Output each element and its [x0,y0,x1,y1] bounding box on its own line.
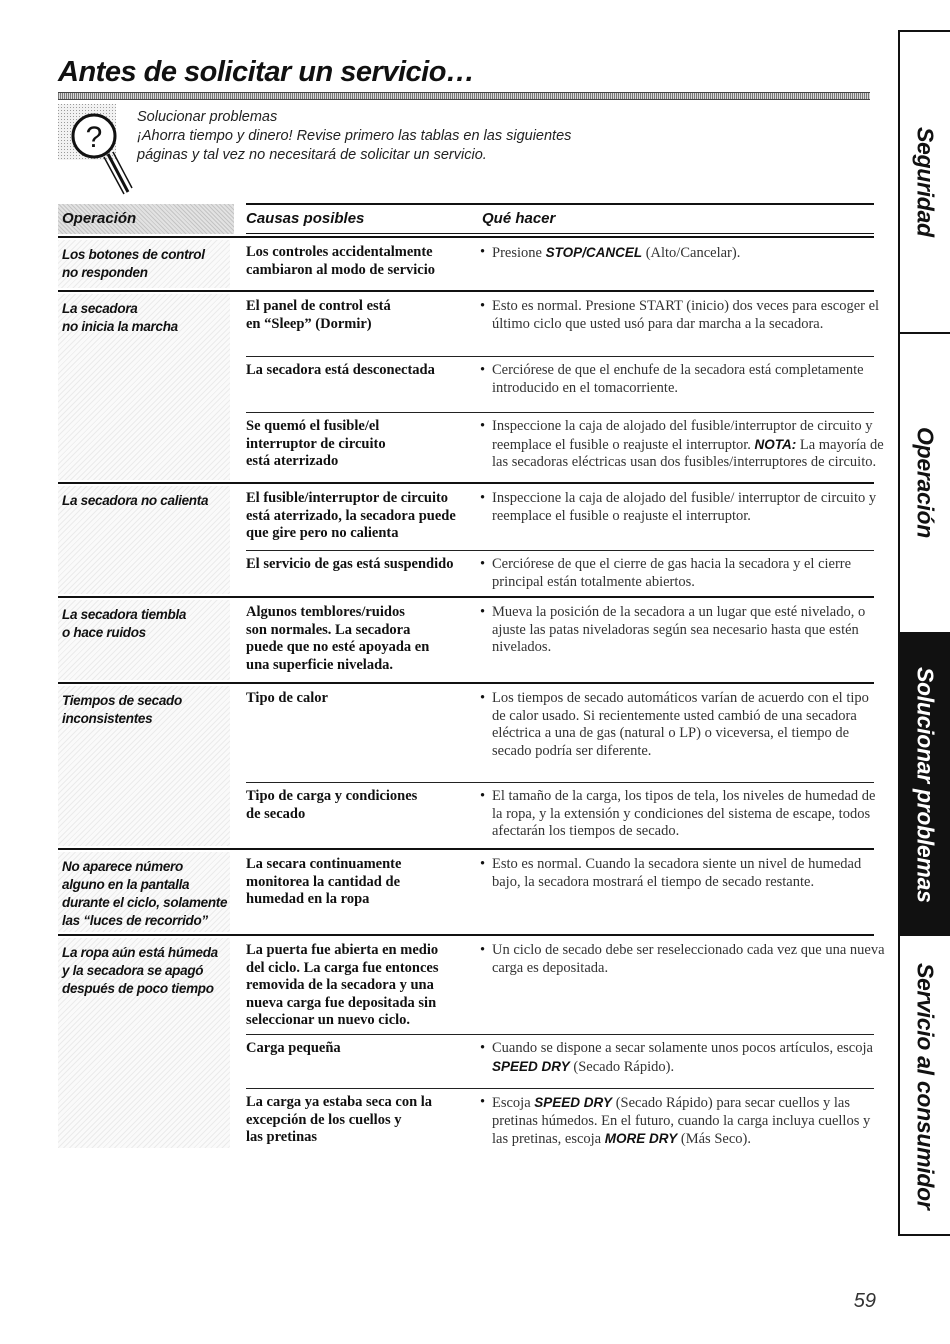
what-to-do [480,244,886,263]
what-to-do [480,604,886,657]
cause-line: está aterrizado [246,453,339,469]
problem-title [62,492,238,510]
button-name: STOP/CANCEL [545,245,643,260]
what-to-do [480,556,886,591]
possible-cause [246,298,474,333]
problem-section [58,236,874,290]
section-rule [58,482,874,484]
problem-title [62,606,238,642]
possible-cause [246,604,474,674]
cause-line: del ciclo. La carga fue entonces [246,959,439,976]
problem-line: inconsistentes [62,711,153,726]
cause-line: La puerta fue abierta en medio [246,942,439,958]
problem-title [62,246,238,282]
button-name: NOTA: [754,436,797,452]
problem-section [58,848,874,934]
problem-section [58,682,874,848]
side-tab-label: Solucionar problemas [912,667,939,903]
cause-line: interruptor de circuito [246,435,386,452]
intro-line: ¡Ahorra tiempo y dinero! Revise primero las tablas en las siguientes [137,128,572,144]
problem-line: La ropa aún está húmeda [62,945,218,960]
problem-line: o hace ruidos [62,625,146,640]
fix-text: La mayoría de las secadoras eléctricas usan dos fusibles/interruptores de circuito. [492,436,884,470]
question-magnifier-icon [58,104,138,196]
cause-line: La carga ya estaba seca con la [246,1094,433,1110]
what-to-do [480,1040,886,1076]
button-name: MORE DRY [604,1131,678,1146]
section-rule [58,290,874,292]
fix-text: Presione [492,245,546,261]
fix-text: Un ciclo de secado debe ser reseleccionado cada vez que una nueva carga es depositada. [492,942,885,976]
possible-cause [246,556,474,574]
fix-text: Cerciórese de que el cierre de gas hacia la secadora y el cierre principal están totalmente abiertos. [492,556,852,590]
problem-section [58,596,874,682]
cause-line: Se quemó el fusible/el [246,418,380,434]
cause-line: El panel de control está [246,298,391,314]
what-to-do [480,418,886,472]
cause-line: una superficie nivelada. [246,656,394,673]
possible-cause [246,490,474,543]
side-tab-label: Operación [912,427,939,539]
side-tab-solucionar-problemas[interactable] [900,634,950,936]
column-header-causes: Causas posibles [246,210,365,227]
possible-cause [246,788,474,823]
what-to-do [480,362,886,397]
problem-line: Los botones de control [62,247,205,262]
cause-line: Tipo de carga y condiciones [246,788,418,804]
what-to-do [480,856,886,891]
problem-title [62,692,238,728]
problem-line: La secadora tiembla [62,607,187,622]
cause-line: excepción de los cuellos y [246,1111,402,1128]
cause-line: Los controles accidentalmente [246,244,433,260]
possible-cause [246,418,474,471]
problem-line: no responden [62,265,148,280]
fix-text: Esto es normal. Cuando la secadora siente un nivel de humedad bajo, la secadora mostrará el tiempo de secado restante. [492,856,862,890]
problem-line: las “luces de recorrido” [62,913,208,928]
cause-line: está aterrizado, la secadora puede [246,507,456,524]
cause-line: las pretinas [246,1129,318,1145]
button-name: SPEED DRY [492,1058,570,1074]
problem-title [62,300,238,336]
fix-text: Escoja [492,1095,535,1111]
title-underline [58,92,870,100]
cause-line: en “Sleep” (Dormir) [246,315,372,332]
problem-section [58,934,885,1150]
svg-text:?: ? [85,121,103,154]
possible-cause [246,244,474,279]
intro-line: páginas y tal vez no necesitará de solicitar un servicio. [137,147,487,163]
intro-line: Solucionar problemas [137,109,278,125]
possible-cause [246,856,474,909]
cause-line: El fusible/interruptor de circuito [246,490,449,506]
what-to-do [480,490,886,525]
fix-text: Cuando se dispone a secar solamente unos pocos artículos, escoja [492,1040,873,1056]
cause-rule [246,782,874,783]
fix-text: Esto es normal. Presione START (inicio) dos veces para escoger el último ciclo que usted usó para dar marcha a la secadora. [492,298,880,332]
what-to-do [480,942,886,977]
cause-line: monitorea la cantidad de [246,873,400,890]
possible-cause [246,1040,474,1058]
fix-text: Inspeccione la caja de alojado del fusible/interruptor de circuito y reemplace el fusible o reajuste el interruptor. [492,418,873,453]
cause-line: La secadora está desconectada [246,362,435,378]
section-rule [58,596,874,598]
possible-cause [246,1094,474,1147]
problem-line: y la secadora se apagó [62,963,204,978]
page-title: Antes de solicitar un servicio… [58,56,475,88]
cause-line: removida de la secadora y una [246,977,434,993]
side-tab-servicio-al-consumidor[interactable] [900,936,950,1236]
cause-line: son normales. La secadora [246,621,411,638]
button-name: SPEED DRY [534,1095,613,1110]
cause-line: seleccionar un nuevo ciclo. [246,1012,411,1028]
fix-text: (Secado Rápido). [569,1058,675,1075]
fix-text: (Más Seco). [677,1131,751,1147]
side-tab-label: Seguridad [912,127,939,237]
problem-section [58,482,877,596]
cause-line: cambiaron al modo de servicio [246,261,436,278]
problem-line: La secadora [62,301,138,316]
fix-text: (Alto/Cancelar). [642,245,741,261]
section-rule [58,682,874,684]
column-header-action: Qué hacer [482,210,556,227]
problem-line: La secadora no calienta [62,493,209,508]
problem-title [62,858,238,930]
cause-rule [246,1088,874,1089]
section-rule [58,848,874,850]
cause-rule [246,1034,874,1035]
cause-line: Carga pequeña [246,1040,341,1056]
problem-line: no inicia la marcha [62,319,178,334]
cause-line: Tipo de calor [246,690,328,706]
side-tab-seguridad[interactable] [900,32,950,334]
cause-line: El servicio de gas está suspendido [246,556,454,572]
fix-text: Los tiempos de secado automáticos varían de acuerdo con el tipo de calor usado. Si recientemente usted cambió de una secadora eléctrica a una de gas (natural o LP) o viceversa, el tiempo de secado podría ser diferente. [492,690,869,759]
fix-text: Mueva la posición de la secadora a un lugar que esté nivelado, o ajuste las patas niveladoras según sea necesario hasta que estén nivelados. [492,604,866,655]
cause-line: Algunos temblores/ruidos [246,604,405,620]
cause-line: nueva carga fue depositada sin [246,994,437,1011]
what-to-do [480,788,886,841]
problem-title [62,944,238,998]
problem-line: No aparece número [62,859,183,874]
cause-line: de secado [246,805,306,822]
problem-line: Tiempos de secado [62,693,182,708]
problem-line: alguno en la pantalla [62,877,190,892]
intro-text [137,108,637,165]
cause-line: puede que no esté apoyada en [246,639,430,655]
cause-rule [246,412,874,413]
problem-line: después de poco tiempo [62,981,214,996]
cause-line: humedad en la ropa [246,891,370,907]
cause-rule [246,356,874,357]
side-tab-operacion[interactable] [900,334,950,634]
fix-text: Cerciórese de que el enchufe de la secadora está completamente introducido en el tomacorriente. [492,362,864,396]
side-tab-bar [898,30,950,1236]
possible-cause [246,942,474,1030]
column-header-operation: Operación [58,204,234,234]
what-to-do [480,690,886,760]
fix-text: Inspeccione la caja de alojado del fusible/ interruptor de circuito y reemplace el fusible o reajuste el interruptor. [492,490,877,524]
possible-cause [246,362,474,380]
section-rule [58,236,874,238]
what-to-do [480,298,886,333]
problem-section [58,290,884,482]
header-bottom-rule [246,233,874,234]
cause-rule [246,550,874,551]
cause-line: que gire pero no calienta [246,525,399,541]
cause-line: La secara continuamente [246,856,402,872]
side-tab-label: Servicio al consumidor [912,962,939,1210]
page-number: 59 [853,1290,876,1312]
what-to-do [480,1094,886,1149]
section-rule [58,934,874,936]
possible-cause [246,690,474,708]
problem-line: durante el ciclo, solamente [62,895,228,910]
fix-text: (Secado Rápido) para secar cuellos y las pretinas húmedos. En el futuro, cuando la carga incluya cuellos y las pretinas, escoja [492,1095,871,1147]
fix-text: El tamaño de la carga, los tipos de tela, los niveles de humedad de la ropa, y la extensión y condiciones del sistema de escape, todos afectarán los tiempos de secado. [492,788,876,839]
